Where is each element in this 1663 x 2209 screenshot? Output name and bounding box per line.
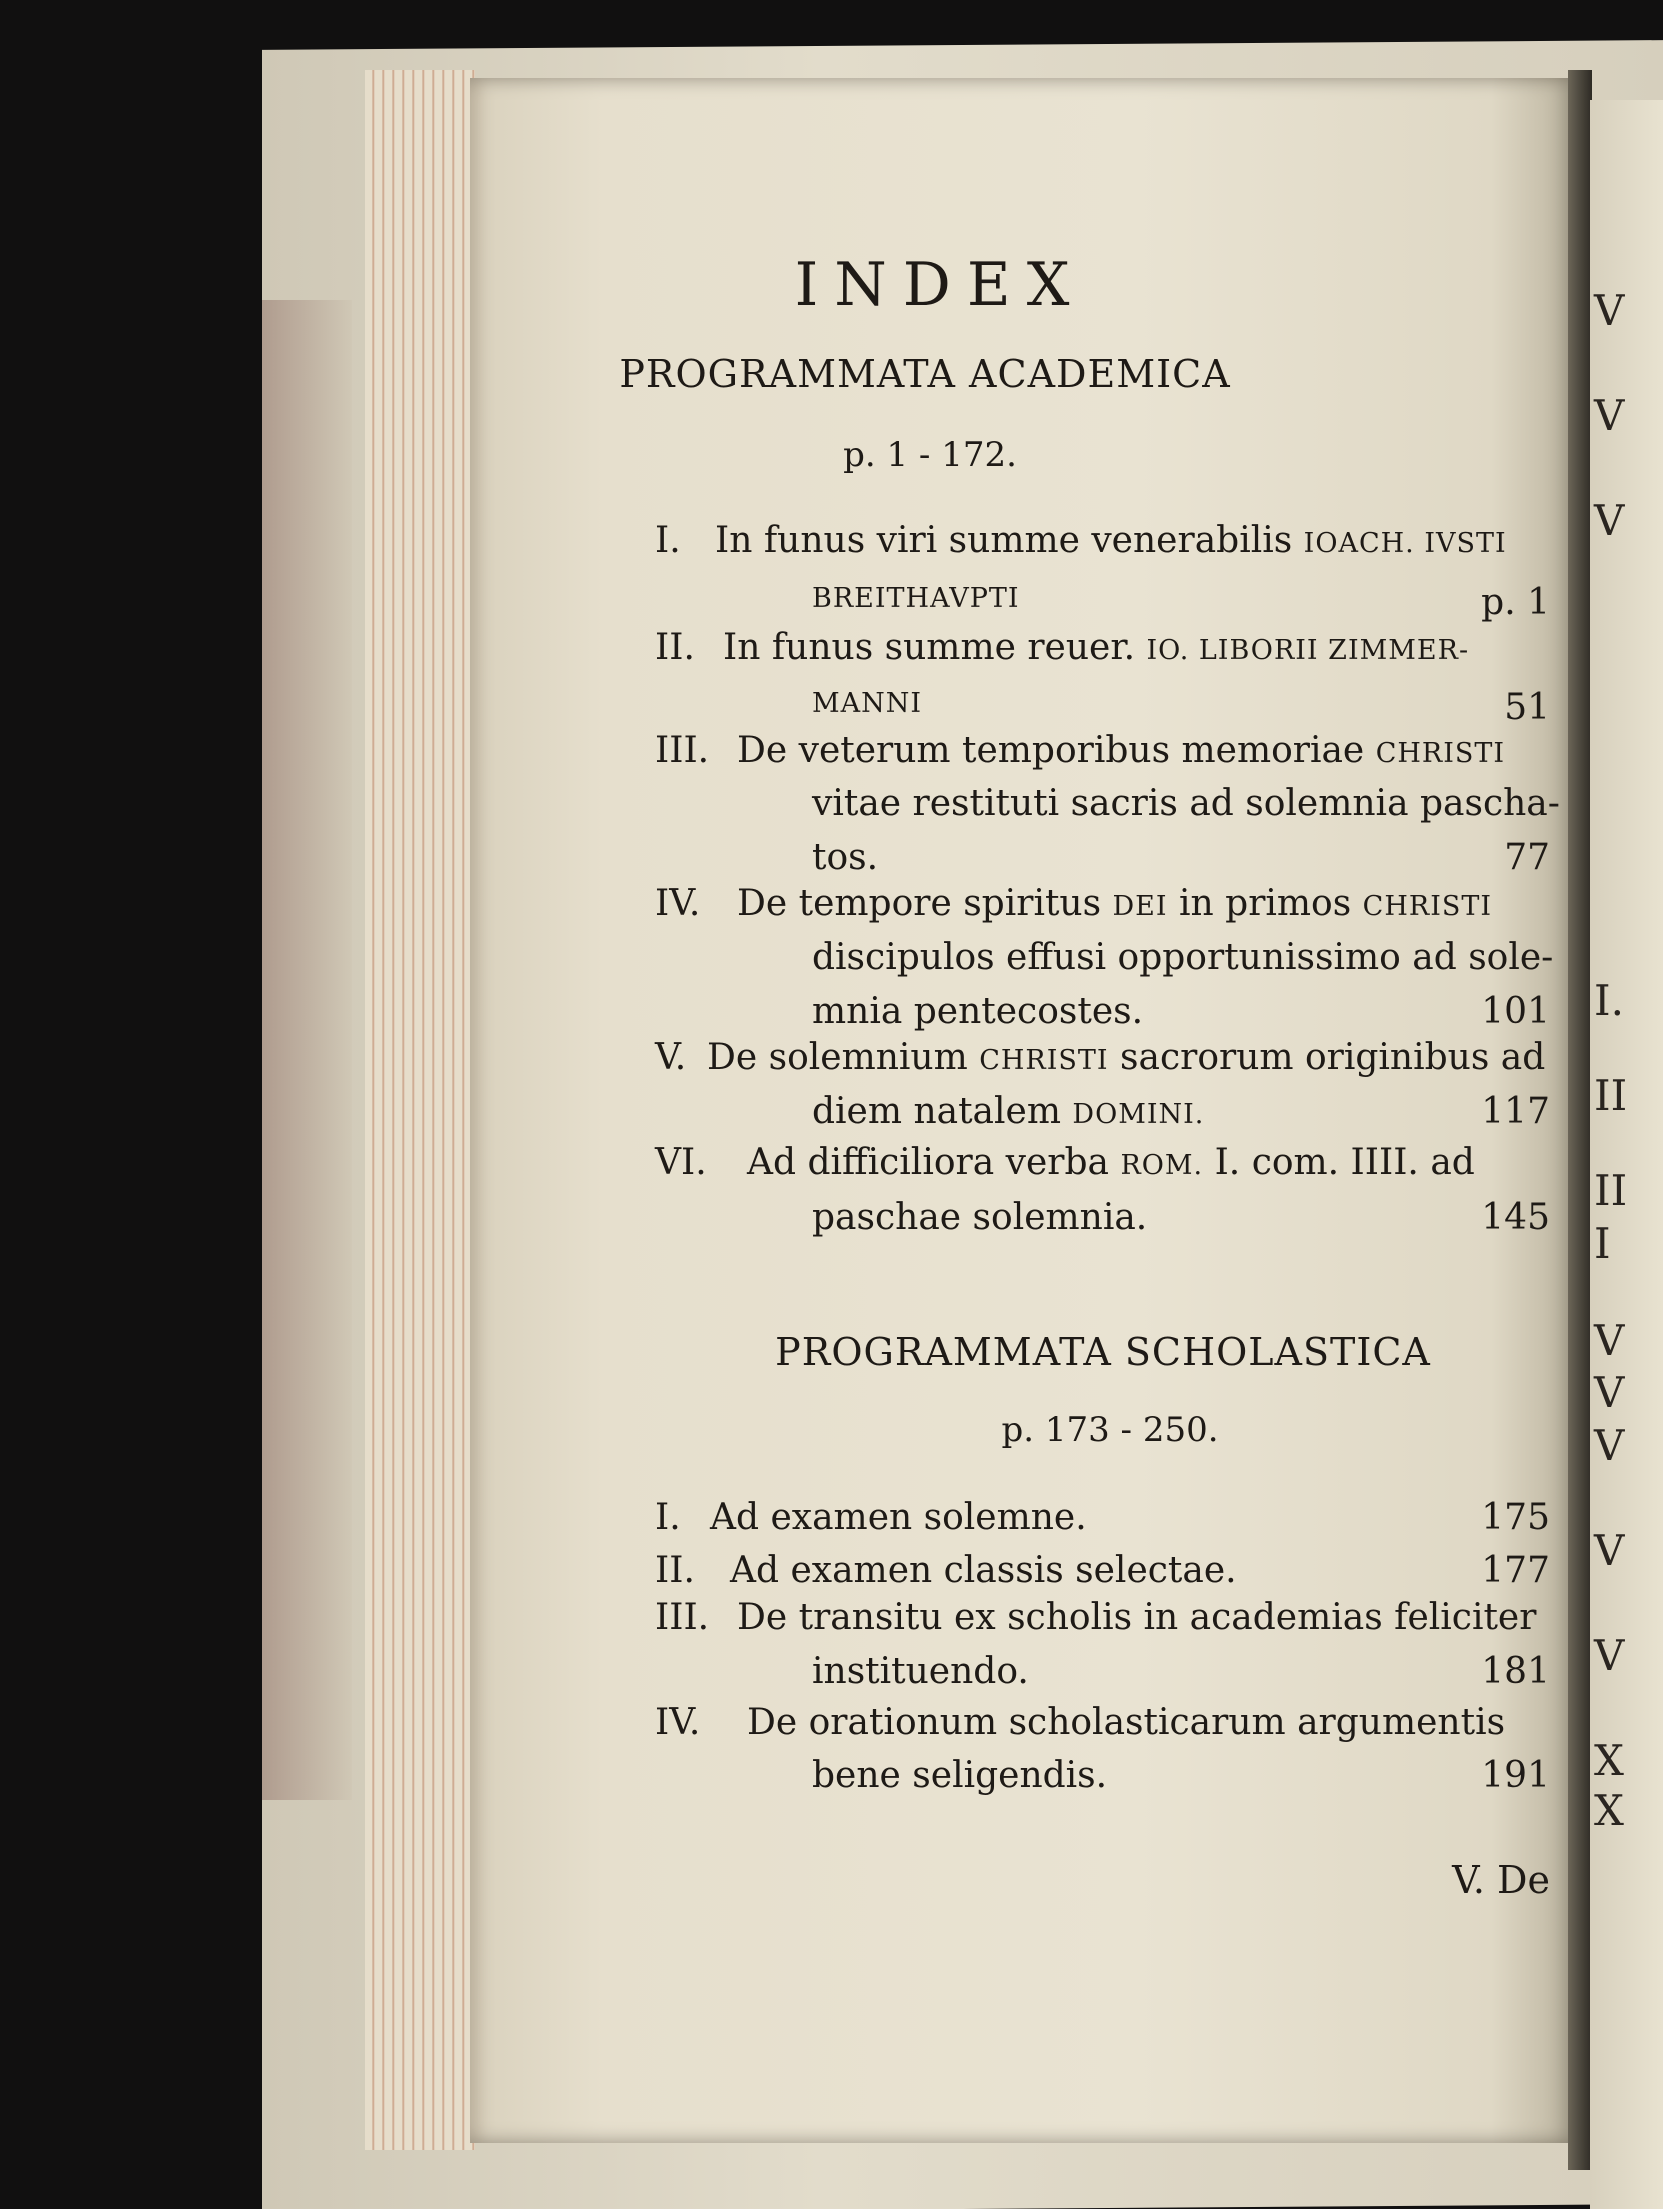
- facing-letter: X: [1594, 1786, 1624, 1835]
- entry-smallcaps: IO. LIBORII ZIMMER-: [1146, 635, 1470, 666]
- entry-text-part: Ad difficiliora verba: [747, 1142, 1121, 1183]
- facing-page: [1590, 100, 1663, 2209]
- entry-smallcaps: CHRISTI: [1375, 738, 1506, 769]
- index-title: INDEX: [794, 250, 1086, 320]
- page-edges: [365, 70, 475, 2150]
- entry-text: [747, 1142, 1475, 1183]
- entry-number: IV.: [655, 1702, 701, 1743]
- entry-text-part: I. com. IIII. ad: [1203, 1142, 1475, 1183]
- entry-page: 191: [1481, 1755, 1550, 1796]
- entry-smallcaps: DEI: [1112, 891, 1168, 922]
- section-heading-academica: PROGRAMMATA ACADEMICA: [619, 352, 1231, 396]
- facing-letter: II: [1594, 1166, 1628, 1215]
- entry-number: II.: [655, 1550, 695, 1591]
- entry-page: 175: [1481, 1497, 1550, 1538]
- entry-number: IV.: [655, 883, 701, 924]
- entry-smallcaps: CHRISTI: [1362, 891, 1493, 922]
- book-gutter: [1568, 70, 1592, 2170]
- entry-page: 145: [1481, 1197, 1550, 1238]
- entry-text: [715, 520, 1507, 561]
- entry-text: bene seligendis.: [812, 1755, 1108, 1796]
- entry-text-part: De veterum temporibus memoriae: [737, 730, 1376, 771]
- facing-letter: I.: [1594, 976, 1624, 1025]
- entry-text: [737, 883, 1493, 924]
- entry-page: 51: [1504, 687, 1550, 728]
- entry-number: I.: [655, 1497, 681, 1538]
- entry-smallcaps: DOMINI.: [1072, 1099, 1205, 1130]
- entry-text: De transitu ex scholis in academias feliciter: [737, 1597, 1537, 1638]
- entry-page: 117: [1481, 1091, 1550, 1132]
- entry-text: [812, 1091, 1205, 1132]
- entry-smallcaps: CHRISTI: [979, 1045, 1109, 1076]
- entry-text: discipulos effusi opportunissimo ad sole-: [812, 937, 1554, 978]
- facing-letter: V: [1594, 496, 1625, 545]
- entry-text: paschae solemnia.: [812, 1197, 1148, 1238]
- entry-page: 177: [1481, 1550, 1550, 1591]
- facing-letter: V: [1594, 1421, 1625, 1470]
- facing-letter: V: [1594, 1368, 1625, 1417]
- entry-number: V.: [655, 1037, 687, 1078]
- entry-text-part: sacrorum originibus ad: [1108, 1037, 1546, 1078]
- entry-text: [723, 627, 1470, 668]
- entry-text: vitae restituti sacris ad solemnia pascha-: [812, 783, 1560, 824]
- cover-stain: [262, 300, 352, 1800]
- entry-text-part: diem natalem: [812, 1091, 1073, 1132]
- entry-text: [707, 1037, 1546, 1078]
- facing-letter: II: [1594, 1071, 1628, 1120]
- entry-number: II.: [655, 627, 695, 668]
- facing-letter: V: [1594, 1316, 1625, 1365]
- entry-text: tos.: [812, 837, 879, 878]
- entry-text-part: De tempore spiritus: [737, 883, 1113, 924]
- entry-smallcaps: IOACH. IVSTI: [1303, 528, 1507, 559]
- entry-page: 101: [1481, 991, 1550, 1032]
- entry-text: BREITHAVPTI: [812, 583, 1020, 614]
- entry-text: MANNI: [812, 688, 923, 719]
- entry-number: I.: [655, 520, 681, 561]
- entry-text: Ad examen classis selectae.: [730, 1550, 1237, 1591]
- facing-letter: I: [1594, 1219, 1611, 1268]
- entry-text: Ad examen solemne.: [710, 1497, 1087, 1538]
- facing-letter: V: [1594, 1526, 1625, 1575]
- catchword: V. De: [1452, 1858, 1550, 1902]
- entry-smallcaps: ROM.: [1120, 1150, 1204, 1181]
- entry-page: 181: [1481, 1651, 1550, 1692]
- entry-text-part: in primos: [1167, 883, 1363, 924]
- entry-text-part: In funus summe reuer.: [723, 627, 1147, 668]
- facing-letter: V: [1594, 391, 1625, 440]
- facing-letter: V: [1594, 286, 1625, 335]
- entry-number: VI.: [655, 1142, 707, 1183]
- section-range-academica: p. 1 - 172.: [843, 435, 1017, 475]
- entry-text: De orationum scholasticarum argumentis: [747, 1702, 1506, 1743]
- entry-page: p. 1: [1481, 582, 1550, 623]
- section-range-scholastica: p. 173 - 250.: [1001, 1410, 1219, 1450]
- entry-text-part: De solemnium: [707, 1037, 980, 1078]
- facing-letter: V: [1594, 1631, 1625, 1680]
- entry-text-part: In funus viri summe venerabilis: [715, 520, 1304, 561]
- entry-text: [737, 730, 1506, 771]
- entry-text: mnia pentecostes.: [812, 991, 1144, 1032]
- entry-page: 77: [1504, 837, 1550, 878]
- entry-number: III.: [655, 730, 710, 771]
- section-heading-scholastica: PROGRAMMATA SCHOLASTICA: [775, 1330, 1431, 1374]
- entry-text: instituendo.: [812, 1651, 1029, 1692]
- entry-number: III.: [655, 1597, 710, 1638]
- facing-letter: X: [1594, 1736, 1624, 1785]
